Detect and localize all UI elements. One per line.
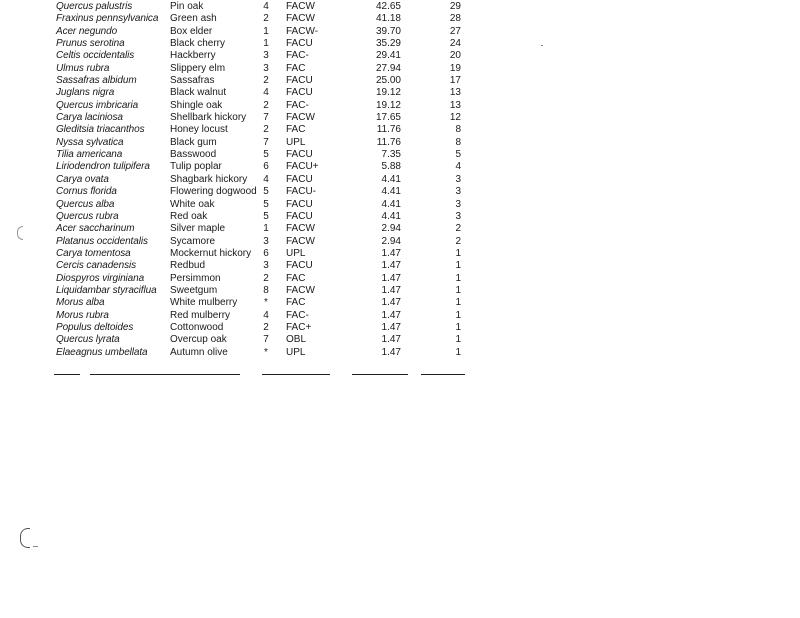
count-cell: 28 (449, 13, 461, 25)
coefficient-cell: 3 (263, 50, 269, 62)
coefficient-cell: * (264, 346, 268, 358)
common-name-cell: Red oak (170, 210, 208, 222)
wetland-indicator-cell: FACU (286, 198, 313, 210)
count-cell: 1 (455, 260, 461, 272)
table-row (56, 199, 476, 211)
percent-cell: 1.47 (381, 260, 401, 272)
table-row (56, 322, 476, 334)
percent-cell: 19.12 (375, 99, 401, 111)
wetland-indicator-cell: FACU (286, 173, 313, 185)
common-name-cell: Box elder (170, 25, 213, 37)
table-row (56, 347, 476, 359)
coefficient-cell: 2 (263, 124, 269, 136)
scientific-name-cell: Prunus serotina (56, 38, 125, 50)
table-row (56, 161, 476, 173)
wetland-indicator-cell: FACW (286, 1, 315, 12)
common-name-cell: Tulip poplar (170, 161, 222, 173)
count-cell: 3 (455, 198, 461, 210)
coefficient-cell: 1 (263, 223, 269, 235)
percent-cell: 1.47 (381, 334, 401, 346)
table-row (56, 26, 476, 38)
coefficient-cell: 7 (263, 112, 269, 124)
percent-cell: 11.76 (376, 136, 401, 148)
table-row (56, 112, 476, 124)
count-cell: 13 (449, 87, 461, 99)
count-cell: 1 (455, 247, 461, 259)
coefficient-cell: 5 (263, 186, 269, 198)
scientific-name-cell: Morus alba (56, 297, 105, 309)
wetland-indicator-cell: FAC (286, 124, 306, 136)
count-cell: 19 (449, 62, 461, 74)
table-row (56, 285, 476, 297)
wetland-indicator-cell: FACU (286, 87, 313, 99)
coefficient-cell: 4 (263, 309, 269, 321)
percent-cell: 1.47 (381, 284, 401, 296)
count-cell: 4 (455, 161, 461, 173)
wetland-indicator-cell: UPL (286, 346, 306, 358)
table-row (56, 124, 476, 136)
percent-cell: 39.70 (375, 25, 401, 37)
percent-cell: 27.94 (375, 62, 401, 74)
percent-cell: 1.47 (381, 297, 401, 309)
table-row (56, 63, 476, 75)
count-cell: 20 (449, 50, 461, 62)
table-row (56, 211, 476, 223)
common-name-cell: Shagbark hickory (170, 173, 248, 185)
wetland-indicator-cell: FACU- (286, 186, 316, 198)
wetland-indicator-cell: FAC- (286, 99, 309, 111)
coefficient-cell: 2 (263, 75, 269, 87)
scientific-name-cell: Carya laciniosa (56, 112, 123, 124)
scan-speck (33, 546, 38, 547)
wetland-indicator-cell: FACU (286, 210, 313, 222)
count-cell: 1 (455, 297, 461, 309)
wetland-indicator-cell: FAC- (286, 50, 309, 62)
coefficient-cell: 1 (263, 25, 269, 37)
count-cell: 5 (455, 149, 461, 161)
count-cell: 29 (449, 1, 461, 12)
percent-cell: 41.18 (375, 13, 401, 25)
common-name-cell: Mockernut hickory (170, 247, 252, 259)
common-name-cell: Sassafras (170, 75, 215, 87)
wetland-indicator-cell: FACU (286, 149, 313, 161)
coefficient-cell: 2 (263, 13, 269, 25)
table-row (56, 310, 476, 322)
percent-cell: 35.29 (375, 38, 401, 50)
coefficient-cell: 6 (263, 161, 269, 173)
common-name-cell: Autumn olive (170, 346, 228, 358)
count-cell: 8 (455, 136, 461, 148)
table-row (56, 334, 476, 346)
scientific-name-cell: Cercis canadensis (56, 260, 137, 272)
coefficient-cell: 4 (263, 1, 269, 12)
scientific-name-cell: Cornus florida (56, 186, 117, 198)
table-row (56, 50, 476, 62)
scientific-name-cell: Quercus rubra (56, 210, 119, 222)
count-cell: 1 (455, 284, 461, 296)
percent-cell: 11.76 (376, 124, 401, 136)
count-cell: 1 (455, 309, 461, 321)
common-name-cell: Persimmon (170, 272, 221, 284)
coefficient-cell: 3 (263, 260, 269, 272)
coefficient-cell: 2 (263, 99, 269, 111)
common-name-cell: Flowering dogwood (170, 186, 257, 198)
coefficient-cell: 3 (263, 62, 269, 74)
percent-cell: 1.47 (381, 247, 401, 259)
common-name-cell: Honey locust (170, 124, 228, 136)
coefficient-cell: 7 (263, 136, 269, 148)
wetland-indicator-cell: FAC- (286, 309, 309, 321)
wetland-indicator-cell: FACW (286, 284, 315, 296)
wetland-indicator-cell: FAC (286, 297, 306, 309)
common-name-cell: Hackberry (170, 50, 216, 62)
percent-cell: 29.41 (375, 50, 401, 62)
underline-rule (421, 374, 465, 375)
count-cell: 2 (455, 223, 461, 235)
scientific-name-cell: Quercus alba (56, 198, 115, 210)
scientific-name-cell: Quercus palustris (56, 1, 133, 12)
common-name-cell: Shellbark hickory (170, 112, 247, 124)
common-name-cell: Basswood (170, 149, 217, 161)
wetland-indicator-cell: FACU (286, 38, 313, 50)
table-row (56, 223, 476, 235)
common-name-cell: Green ash (170, 13, 217, 25)
scientific-name-cell: Liquidambar styraciflua (56, 284, 157, 296)
count-cell: 13 (449, 99, 461, 111)
percent-cell: 2.94 (381, 235, 401, 247)
percent-cell: 17.65 (375, 112, 401, 124)
common-name-cell: White mulberry (170, 297, 238, 309)
scientific-name-cell: Fraxinus pennsylvanica (56, 13, 159, 25)
wetland-indicator-cell: OBL (286, 334, 307, 346)
common-name-cell: Redbud (170, 260, 206, 272)
scientific-name-cell: Platanus occidentalis (56, 235, 148, 247)
percent-cell: 1.47 (381, 321, 401, 333)
count-cell: 1 (455, 346, 461, 358)
scientific-name-cell: Tilia americana (56, 149, 123, 161)
table-row (56, 38, 476, 50)
scientific-name-cell: Carya tomentosa (56, 247, 131, 259)
count-cell: 1 (455, 321, 461, 333)
coefficient-cell: 4 (263, 87, 269, 99)
scientific-name-cell: Celtis occidentalis (56, 50, 135, 62)
coefficient-cell: 5 (263, 198, 269, 210)
wetland-indicator-cell: FACW- (286, 25, 319, 37)
common-name-cell: Sweetgum (170, 284, 218, 296)
wetland-indicator-cell: FAC (286, 62, 306, 74)
scan-artifact-mark (17, 226, 23, 240)
scientific-name-cell: Diospyros virginiana (56, 272, 145, 284)
percent-cell: 2.94 (381, 223, 401, 235)
count-cell: 3 (455, 210, 461, 222)
percent-cell: 1.47 (381, 346, 401, 358)
common-name-cell: Pin oak (170, 1, 204, 12)
scan-speck (541, 45, 543, 46)
scientific-name-cell: Nyssa sylvatica (56, 136, 124, 148)
scientific-name-cell: Quercus imbricaria (56, 99, 139, 111)
wetland-indicator-cell: FACW (286, 112, 315, 124)
scientific-name-cell: Sassafras albidum (56, 75, 137, 87)
wetland-indicator-cell: UPL (286, 136, 306, 148)
underline-rule (352, 374, 408, 375)
scientific-name-cell: Liriodendron tulipifera (56, 161, 150, 173)
count-cell: 3 (455, 173, 461, 185)
table-row (56, 137, 476, 149)
common-name-cell: Shingle oak (170, 99, 223, 111)
percent-cell: 42.65 (375, 1, 401, 12)
coefficient-cell: 5 (263, 210, 269, 222)
wetland-indicator-cell: FAC (286, 272, 306, 284)
percent-cell: 7.35 (381, 149, 401, 161)
scan-artifact-mark (20, 528, 30, 548)
wetland-indicator-cell: FACU (286, 75, 313, 87)
common-name-cell: Cottonwood (170, 321, 224, 333)
table-row (56, 87, 476, 99)
common-name-cell: Overcup oak (170, 334, 227, 346)
common-name-cell: Red mulberry (170, 309, 231, 321)
table-row (56, 236, 476, 248)
table-row (56, 13, 476, 25)
coefficient-cell: * (264, 297, 268, 309)
coefficient-cell: 7 (263, 334, 269, 346)
table-row (56, 297, 476, 309)
table-row (56, 248, 476, 260)
wetland-indicator-cell: FACW (286, 235, 315, 247)
table-row (56, 186, 476, 198)
common-name-cell: Sycamore (170, 235, 216, 247)
common-name-cell: Silver maple (170, 223, 226, 235)
wetland-indicator-cell: FACU (286, 260, 313, 272)
scientific-name-cell: Carya ovata (56, 173, 109, 185)
percent-cell: 25.00 (375, 75, 401, 87)
coefficient-cell: 2 (263, 321, 269, 333)
coefficient-cell: 3 (263, 235, 269, 247)
scientific-name-cell: Quercus lyrata (56, 334, 120, 346)
table-row (56, 75, 476, 87)
count-cell: 1 (455, 334, 461, 346)
count-cell: 3 (455, 186, 461, 198)
table-row (56, 1, 476, 13)
common-name-cell: Black walnut (170, 87, 227, 99)
scientific-name-cell: Elaeagnus umbellata (56, 346, 148, 358)
underline-rule (90, 374, 240, 375)
table-row (56, 100, 476, 112)
count-cell: 8 (455, 124, 461, 136)
percent-cell: 4.41 (381, 198, 401, 210)
tree-species-table (56, 0, 476, 359)
table-row (56, 149, 476, 161)
coefficient-cell: 4 (263, 173, 269, 185)
coefficient-cell: 2 (263, 272, 269, 284)
common-name-cell: Slippery elm (170, 62, 226, 74)
table-row (56, 174, 476, 186)
scientific-name-cell: Gleditsia triacanthos (56, 124, 145, 136)
common-name-cell: White oak (170, 198, 215, 210)
wetland-indicator-cell: FAC+ (286, 321, 312, 333)
underline-rule (54, 374, 80, 375)
percent-cell: 5.88 (381, 161, 401, 173)
count-cell: 17 (449, 75, 461, 87)
scientific-name-cell: Ulmus rubra (56, 62, 110, 74)
count-cell: 12 (449, 112, 461, 124)
wetland-indicator-cell: FACW (286, 13, 315, 25)
percent-cell: 19.12 (375, 87, 401, 99)
count-cell: 24 (449, 38, 461, 50)
percent-cell: 4.41 (381, 173, 401, 185)
wetland-indicator-cell: UPL (286, 247, 306, 259)
percent-cell: 1.47 (381, 309, 401, 321)
common-name-cell: Black gum (170, 136, 217, 148)
table-row (56, 260, 476, 272)
coefficient-cell: 1 (263, 38, 269, 50)
wetland-indicator-cell: FACW (286, 223, 315, 235)
coefficient-cell: 6 (263, 247, 269, 259)
column-underlines (0, 374, 800, 378)
coefficient-cell: 8 (263, 284, 269, 296)
scientific-name-cell: Populus deltoides (56, 321, 134, 333)
percent-cell: 1.47 (381, 272, 401, 284)
table-row (56, 273, 476, 285)
underline-rule (262, 374, 330, 375)
percent-cell: 4.41 (381, 210, 401, 222)
percent-cell: 4.41 (381, 186, 401, 198)
common-name-cell: Black cherry (170, 38, 226, 50)
wetland-indicator-cell: FACU+ (286, 161, 319, 173)
scientific-name-cell: Acer negundo (56, 25, 118, 37)
scientific-name-cell: Acer saccharinum (56, 223, 135, 235)
count-cell: 2 (455, 235, 461, 247)
scientific-name-cell: Juglans nigra (56, 87, 115, 99)
count-cell: 1 (455, 272, 461, 284)
scientific-name-cell: Morus rubra (56, 309, 109, 321)
count-cell: 27 (449, 25, 461, 37)
coefficient-cell: 5 (263, 149, 269, 161)
